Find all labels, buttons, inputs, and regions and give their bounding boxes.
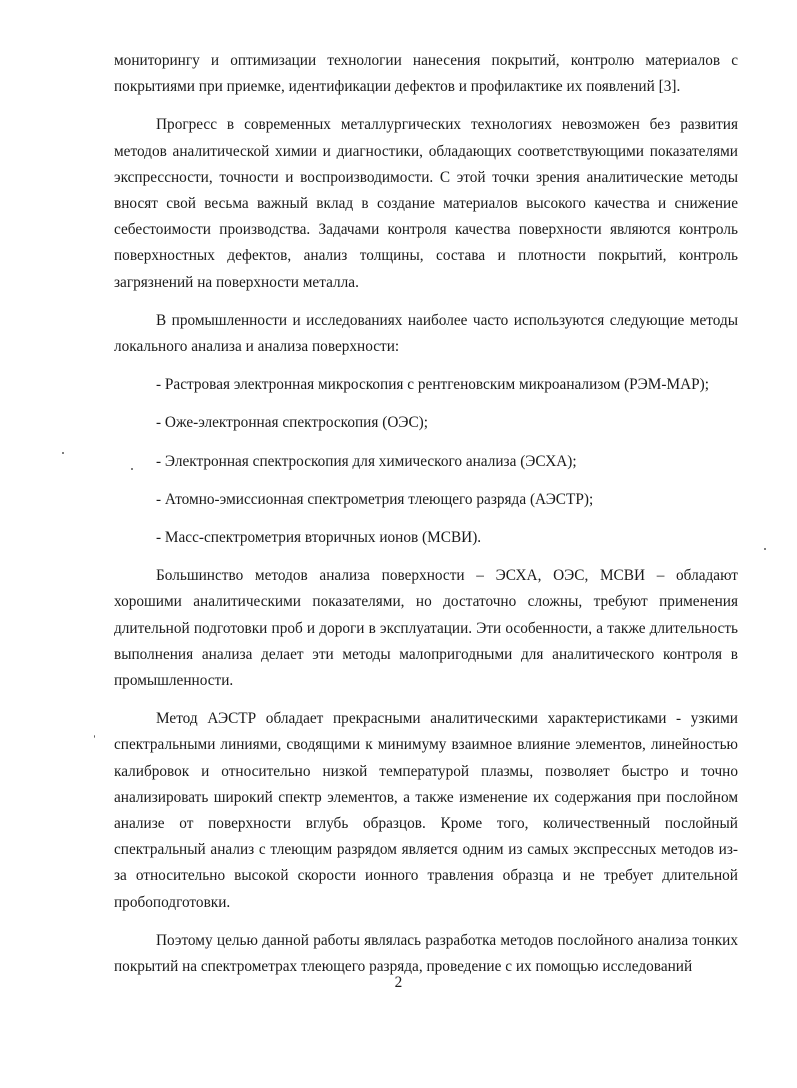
paragraph-continuation: мониторингу и оптимизации технологии нанесения покрытий, контролю материалов с покрытиями при приемке, идентификации дефектов и профилактике их появлений [3].: [114, 52, 738, 96]
scan-speck: [94, 735, 95, 738]
paragraph-methods-intro: В промышленности и исследованиях наиболее часто используются следующие методы локального анализа и анализа поверхности:: [114, 311, 738, 356]
page-number: 2: [394, 974, 403, 991]
body-text: [114, 48, 738, 980]
list-item-eskha: - Электронная спектроскопия для химического анализа (ЭСХА);: [156, 452, 577, 470]
list-item-msvi: - Масс-спектрометрия вторичных ионов (МСВИ).: [156, 529, 482, 547]
methods-list: [114, 372, 738, 551]
scan-speck: [131, 468, 133, 470]
paragraph-goal: Поэтому целью данной работы являлась разработка методов послойного анализа тонких покрытий на спектрометрах тлеющего разряда, проведение с их помощью исследований: [114, 931, 738, 976]
list-item-aestr: - Атомно-эмиссионная спектрометрия тлеющего разряда (АЭСТР);: [156, 490, 594, 508]
paragraph-progress: Прогресс в современных металлургических технологиях невозможен без развития методов аналитической химии и диагностики, обладающих соответствующими показателями экспрессности, точности и воспроизводимости. С этой точки зрения аналитические методы вносят свой весьма важный вклад в создание материалов высокого качества и снижение себестоимости производства. Задачами контроля качества поверхности являются контроль поверхностных дефектов, анализ толщины, состава и плотности покрытий, контроль загрязнений на поверхности металла.: [114, 116, 738, 291]
paragraph-aestr: Метод АЭСТР обладает прекрасными аналитическими характеристиками - узкими спектральными линиями, сводящими к минимуму взаимное влияние элементов, линейностью калибровок и относительно низкой температурой плазмы, позволяет быстро и точно анализировать широкий спектр элементов, а также изменение их содержания при послойном анализе от поверхности вглубь образцов. Кроме того, количественный послойный спектральный анализ с тлеющим разрядом является одним из самых экспрессных методов из-за относительно высокой скорости ионного травления образца и не требует длительной пробоподготовки.: [114, 710, 738, 911]
list-item-rem-mar: - Растровая электронная микроскопия с рентгеновским микроанализом (РЭМ-МАР);: [156, 376, 709, 394]
list-item-oes: - Оже-электронная спектроскопия (ОЭС);: [156, 414, 429, 432]
paragraph-surface-methods: Большинство методов анализа поверхности – ЭСХА, ОЭС, МСВИ – обладают хорошими аналитическими показателями, но достаточно сложны, требуют применения длительной подготовки проб и дороги в эксплуатации. Эти особенности, а также длительность выполнения анализа делает эти методы малопригодными для аналитического контроля в промышленности.: [114, 567, 738, 690]
scan-speck: [764, 548, 766, 550]
scan-speck: [62, 452, 64, 454]
